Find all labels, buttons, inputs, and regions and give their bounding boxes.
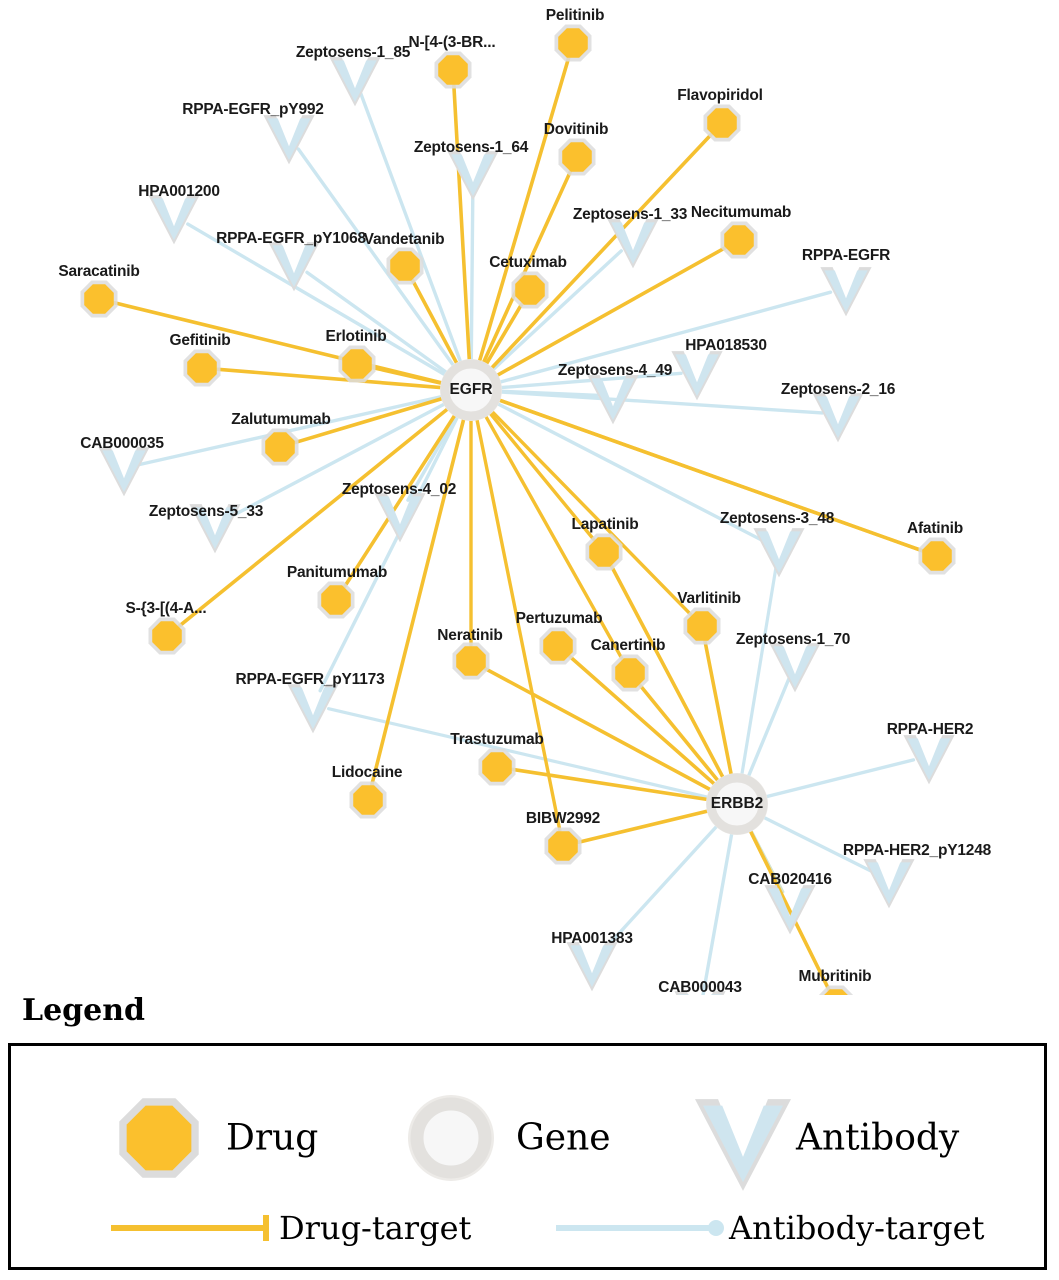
antibody-label: HPA001383 <box>551 930 633 947</box>
antibody-label: RPPA-EGFR_pY1173 <box>235 671 385 688</box>
drug-node[interactable] <box>81 281 118 318</box>
antibody-label: CAB000043 <box>658 979 742 996</box>
drug-node[interactable] <box>540 628 577 665</box>
drug-node[interactable] <box>919 538 956 575</box>
drug-label: Panitumumab <box>286 564 388 581</box>
drug-label: Flavopiridol <box>677 87 763 104</box>
legend-octagon-icon <box>119 1098 198 1177</box>
legend-title: Legend <box>22 993 146 1028</box>
antibody-node[interactable] <box>753 528 804 577</box>
legend-label-drug-target: Drug-target <box>279 1209 472 1247</box>
antibody-node[interactable] <box>447 151 498 200</box>
legend-label-antibody-target: Antibody-target <box>729 1209 985 1247</box>
drug-label: Pertuzumab <box>515 610 603 627</box>
antibody-node[interactable] <box>671 351 722 400</box>
drug-label: BIBW2992 <box>525 810 601 827</box>
drug-label: Afatinib <box>906 520 964 537</box>
drug-node[interactable] <box>512 272 549 309</box>
drug-node[interactable] <box>350 782 387 819</box>
drug-node[interactable] <box>586 534 623 571</box>
antibody-node[interactable] <box>268 242 319 291</box>
drug-node[interactable] <box>479 749 516 786</box>
legend-circle-icon <box>408 1095 494 1181</box>
antibody-label: Zeptosens-2_16 <box>780 381 896 398</box>
antibody-label: HPA001200 <box>138 183 220 200</box>
drug-label: Neratinib <box>437 627 503 644</box>
drug-label: S-{3-[(4-A... <box>125 600 207 617</box>
drug-node[interactable] <box>559 139 596 176</box>
drug-node[interactable] <box>612 655 649 692</box>
drug-node[interactable] <box>184 350 221 387</box>
drug-label: Zalutumumab <box>231 411 331 428</box>
antibody-label: RPPA-EGFR_pY1068 <box>216 230 366 247</box>
drug-label: Vandetanib <box>363 231 445 248</box>
antibody-label: RPPA-HER2_pY1248 <box>842 842 992 859</box>
drug-label: Saracatinib <box>58 263 140 280</box>
antibody-node[interactable] <box>769 643 820 692</box>
drug-label: Pelitinib <box>545 7 605 24</box>
antibody-label: RPPA-EGFR_pY992 <box>182 101 324 118</box>
drug-node[interactable] <box>262 429 299 466</box>
drug-node[interactable] <box>387 248 424 285</box>
antibody-node[interactable] <box>812 393 863 442</box>
drug-node[interactable] <box>704 105 741 142</box>
drug-label: Gefitinib <box>169 332 231 349</box>
drug-label: Varlitinib <box>677 590 741 607</box>
antibody-label: CAB000035 <box>80 435 164 452</box>
drug-node[interactable] <box>721 222 758 259</box>
drug-node[interactable] <box>555 25 592 62</box>
legend-chevron-icon <box>695 1099 791 1191</box>
drug-node[interactable] <box>318 582 355 619</box>
legend-box <box>8 1043 1047 1270</box>
drug-node[interactable] <box>453 643 490 680</box>
antibody-label: Zeptosens-1_64 <box>413 139 529 156</box>
antibody-label: RPPA-EGFR <box>801 247 891 264</box>
antibody-node[interactable] <box>566 942 617 991</box>
drug-label: Trastuzumab <box>450 731 544 748</box>
gene-label: ERBB2 <box>710 795 764 812</box>
antibody-label: Zeptosens-1_85 <box>295 44 411 61</box>
antibody-label: Zeptosens-4_02 <box>341 481 457 498</box>
legend-label-gene: Gene <box>516 1117 611 1159</box>
antibody-label: CAB020416 <box>748 871 832 888</box>
drug-node[interactable] <box>818 986 855 995</box>
antibody-label: RPPA-HER2 <box>886 721 974 738</box>
legend-edge-cap <box>708 1220 724 1236</box>
drug-label: Erlotinib <box>325 328 387 345</box>
antibody-node[interactable] <box>98 447 149 496</box>
antibody-label: Zeptosens-5_33 <box>148 503 264 520</box>
legend-label-antibody: Antibody <box>796 1117 960 1159</box>
antibody-label: Zeptosens-1_70 <box>735 631 851 648</box>
drug-node[interactable] <box>545 828 582 865</box>
drug-label: Dovitinib <box>543 121 609 138</box>
antibody-node[interactable] <box>148 195 199 244</box>
antibody-label: HPA018530 <box>685 337 767 354</box>
antibody-node[interactable] <box>263 115 314 164</box>
drug-node[interactable] <box>684 608 721 645</box>
drug-node[interactable] <box>149 618 186 655</box>
drug-label: Necitumumab <box>690 204 792 221</box>
antibody-node[interactable] <box>329 57 380 106</box>
drug-node[interactable] <box>339 346 376 383</box>
drug-node[interactable] <box>435 52 472 89</box>
drug-label: Canertinib <box>590 637 666 654</box>
antibody-node[interactable] <box>863 859 914 908</box>
drug-label: Lidocaine <box>331 764 403 781</box>
legend-label-drug: Drug <box>226 1117 319 1159</box>
antibody-label: Zeptosens-1_33 <box>572 206 688 223</box>
drug-label: N-[4-(3-BR... <box>408 34 496 51</box>
antibody-node[interactable] <box>607 219 658 268</box>
drug-label: Lapatinib <box>571 516 639 533</box>
drug-label: Mubritinib <box>798 968 872 985</box>
drug-label: Cetuximab <box>489 254 567 271</box>
gene-label: EGFR <box>449 381 493 398</box>
antibody-label: Zeptosens-3_48 <box>719 510 835 527</box>
antibody-label: Zeptosens-4_49 <box>557 362 673 379</box>
